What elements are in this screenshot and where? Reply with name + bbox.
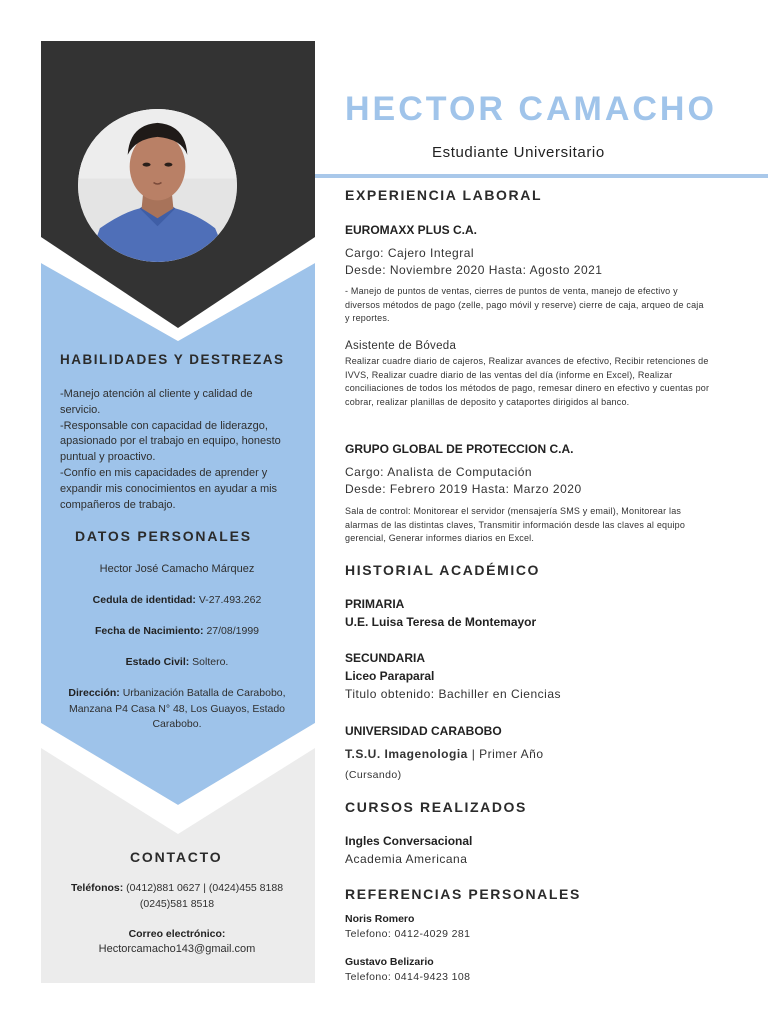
id-value: V-27.493.262 (195, 594, 262, 606)
skills-heading: HABILIDADES Y DESTREZAS (60, 352, 285, 367)
experience-heading: EXPERIENCIA LABORAL (345, 187, 543, 203)
job1-role2-description: Realizar cuadre diario de cajeros, Realizar avances de efectivo, Recibir retenciones de IVVS, Realizar cuadre diario de las ventas del día (informe en Excel), Realizar conciliaciones de todos los métodos de pago, remesar dinero en efectivo y cuentas por cobrar, realizar planillas de deposito y cataportes dirigidos al banco. (345, 356, 710, 407)
profile-photo (78, 109, 237, 262)
person-icon (78, 109, 237, 262)
marital-status-label: Estado Civil: (125, 656, 190, 668)
course-institution: Academia Americana (345, 852, 468, 866)
university-label: UNIVERSIDAD CARABOBO (345, 724, 502, 738)
job2-description: Sala de control: Monitorear el servidor (mensajería SMS y email), Monitorear las alarmas de las distintas claves, Transmitir información desde las claves al equipo gerencial, Generar informes diarios en Excel. (345, 506, 686, 543)
id-label: Cedula de identidad: (92, 594, 196, 606)
secondary-label: SECUNDARIA (345, 651, 426, 665)
birth-date (55, 624, 299, 640)
skills-text: -Manejo atención al cliente y calidad de servicio. -Responsable con capacidad de liderazgo, apasionado por el trabajo en equipo, honesto puntual y proactivo. -Confío en mis capacidades de aprender y expandir mis conocimientos en ayudar a mis compañeros de trabajo. (60, 388, 281, 511)
job2-company: GRUPO GLOBAL DE PROTECCION C.A. (345, 442, 574, 456)
university-status: (Cursando) (345, 769, 402, 781)
email-value: Hectorcamacho143@gmail.com (98, 943, 256, 955)
address-label: Dirección: (68, 687, 120, 699)
reference1-phone: Telefono: 0412-4029 281 (345, 928, 471, 940)
phones (55, 881, 299, 912)
course-name: Ingles Conversacional (345, 834, 473, 848)
reference1-name: Noris Romero (345, 913, 415, 925)
job2-dates: Desde: Febrero 2019 Hasta: Marzo 2020 (345, 482, 582, 496)
primary-label: PRIMARIA (345, 597, 405, 611)
reference2-name: Gustavo Belizario (345, 956, 434, 968)
reference2-phone: Telefono: 0414-9423 108 (345, 971, 471, 983)
resume-name: HECTOR CAMACHO (345, 90, 717, 128)
contact-heading: CONTACTO (130, 849, 223, 865)
phones-value: (0412)881 0627 | (0424)455 8188 (0245)581 8518 (123, 882, 284, 910)
secondary-degree: Titulo obtenido: Bachiller en Ciencias (345, 687, 561, 701)
university-career: T.S.U. Imagenologia (345, 747, 468, 761)
birth-date-value: 27/08/1999 (203, 625, 259, 637)
address (55, 686, 299, 733)
university-year: | Primer Año (467, 747, 544, 761)
job1-role2: Asistente de Bóveda (345, 340, 457, 352)
marital-status (55, 655, 299, 671)
address-value: Urbanización Batalla de Carabobo, Manzana P4 Casa N° 48, Los Guayos, Estado Carabobo. (68, 687, 286, 730)
phones-label: Teléfonos: (70, 882, 124, 894)
job1-position: Cargo: Cajero Integral (345, 246, 475, 260)
job2-position: Cargo: Analista de Computación (345, 465, 533, 479)
references-heading: REFERENCIAS PERSONALES (345, 886, 581, 902)
courses-heading: CURSOS REALIZADOS (345, 799, 527, 815)
job1-description: - Manejo de puntos de ventas, cierres de puntos de venta, manejo de efectivo y diversos métodos de pago (zelle, pago móvil y reserve) cierre de caja, arqueo de caja y reportes. (345, 286, 704, 323)
secondary-school: Liceo Paraparal (345, 669, 435, 683)
job1-company: EUROMAXX PLUS C.A. (345, 223, 478, 237)
id-number (55, 593, 299, 609)
resume-subtitle: Estudiante Universitario (432, 144, 605, 161)
job1-dates: Desde: Noviembre 2020 Hasta: Agosto 2021 (345, 263, 603, 277)
university-program (345, 747, 544, 761)
birth-date-label: Fecha de Nacimiento: (95, 625, 204, 637)
primary-school: U.E. Luisa Teresa de Montemayor (345, 615, 537, 629)
personal-data-heading: DATOS PERSONALES (75, 528, 252, 544)
email-label (55, 927, 299, 943)
full-name: Hector José Camacho Márquez (99, 563, 255, 575)
email-label-text: Correo electrónico: (128, 928, 226, 940)
academic-heading: HISTORIAL ACADÉMICO (345, 562, 541, 578)
marital-status-value: Soltero. (189, 656, 229, 668)
header-divider (315, 174, 768, 178)
